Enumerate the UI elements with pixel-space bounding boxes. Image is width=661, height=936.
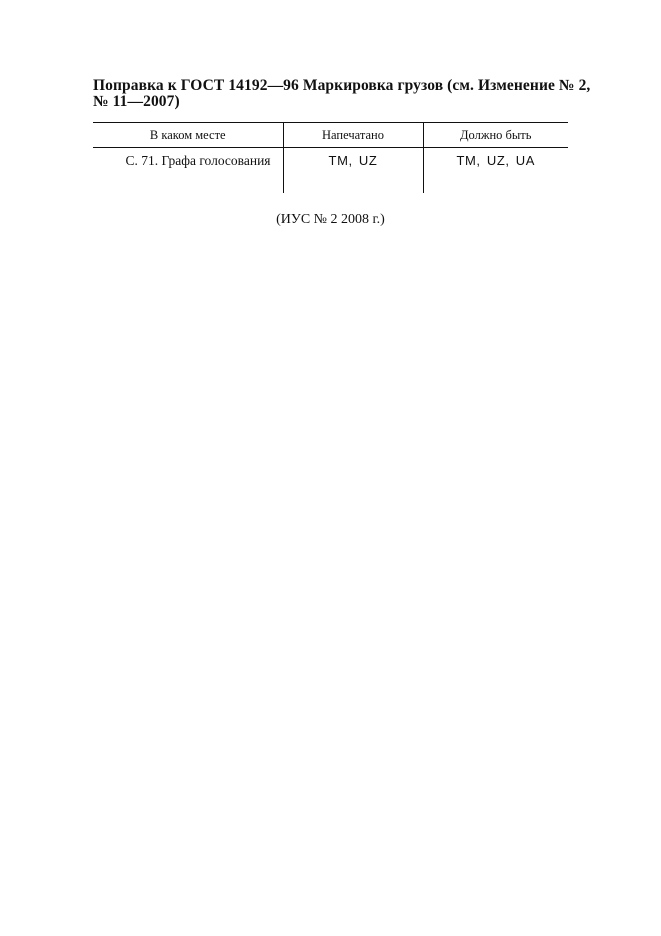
cell-location: С. 71. Графа голосования: [125, 153, 271, 168]
header-printed: Напечатано: [283, 123, 423, 148]
table-row: [93, 148, 568, 194]
correction-heading: [93, 77, 591, 110]
heading-line-1: Поправка к ГОСТ 14192—96 Маркировка грузов (см. Изменение № 2,: [93, 77, 591, 94]
heading-line-2: № 11—2007): [93, 93, 180, 110]
header-location: В каком месте: [93, 123, 283, 148]
source-reference: (ИУС № 2 2008 г.): [276, 212, 385, 227]
header-should-be: Должно быть: [423, 123, 568, 148]
cell-should-be: TM, UZ, UA: [423, 148, 568, 194]
table-header-row: [93, 123, 568, 148]
cell-printed: TM, UZ: [283, 148, 423, 194]
correction-table: [93, 122, 568, 193]
